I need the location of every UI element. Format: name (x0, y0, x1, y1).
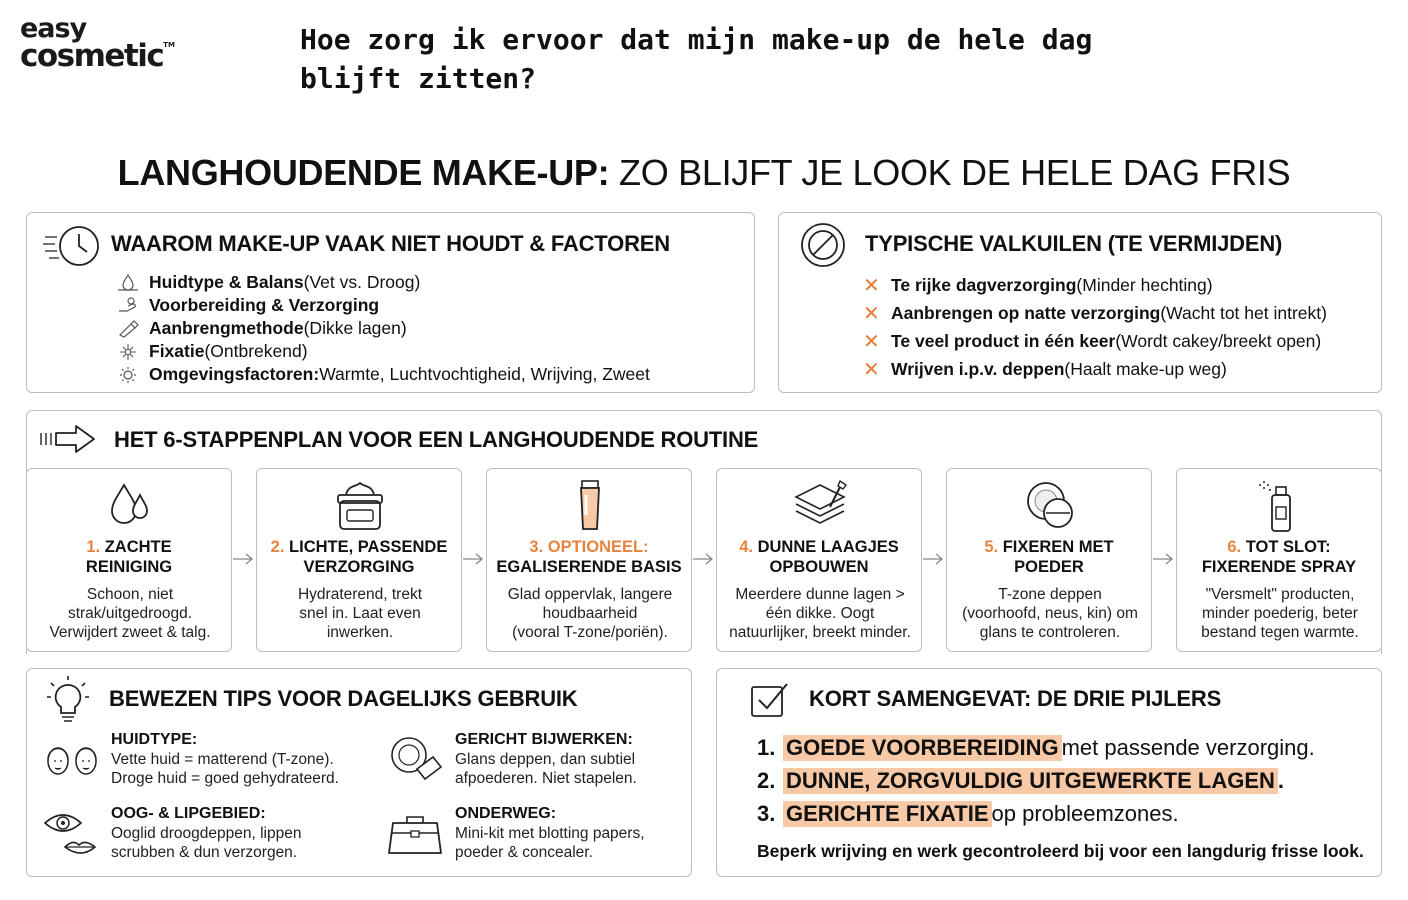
primer-tube-icon (560, 477, 620, 535)
step-card (486, 468, 692, 652)
tip-heading: GERICHT BIJWERKEN: (455, 731, 633, 748)
step-heading: 3. OPTIONEEL: EGALISERENDE BASIS (496, 538, 682, 576)
lightbulb-icon (45, 675, 91, 725)
tip-text: Mini-kit met blotting papers, poeder & concealer. (455, 825, 645, 861)
tip-heading: ONDERWEG: (455, 805, 557, 822)
list-item: Fixatie (Ontbrekend) (117, 340, 650, 363)
cross-icon: ✕ (863, 330, 880, 353)
sun-icon (117, 366, 139, 384)
tip-text: Vette huid = matterend (T-zone). Droge huid = goed gehydrateerd. (111, 751, 339, 787)
step-arrow-icon (462, 552, 484, 566)
arrow-right-icon (38, 422, 98, 456)
factors-list (117, 271, 650, 386)
logo-line-2: cosmetic™ (20, 37, 176, 74)
summary-panel (716, 668, 1382, 877)
step-heading: 2. LICHTE, PASSENDE VERZORGING (270, 538, 448, 576)
tips-title: BEWEZEN TIPS VOOR DAGELIJKS GEBRUIK (109, 686, 578, 711)
factors-panel (26, 212, 755, 393)
list-item: Voorbereiding & Verzorging (117, 294, 650, 317)
logo-line-1: easy (20, 13, 87, 44)
list-item: ✕ Aanbrengen op natte verzorging (Wacht tot het intrekt) (863, 302, 1327, 325)
step-arrow-icon (692, 552, 714, 566)
list-item: ✕ Te rijke dagverzorging (Minder hechting) (863, 274, 1213, 297)
step-card (26, 468, 232, 652)
highlight: GOEDE VOORBEREIDING (783, 735, 1062, 761)
compact-mirror-icon (387, 735, 443, 783)
list-item: Huidtype & Balans (Vet vs. Droog) (117, 271, 650, 294)
clock-icon (41, 221, 103, 271)
hand-care-icon (117, 297, 139, 315)
faces-icon (43, 737, 101, 781)
step-card (716, 468, 922, 652)
tip-heading: HUIDTYPE: (111, 731, 198, 748)
list-item: 1. GOEDE VOORBEREIDING met passende verzorging. (757, 734, 1315, 760)
pillars-list (757, 731, 1315, 830)
step-arrow-icon (922, 552, 944, 566)
step-arrow-icon (232, 552, 254, 566)
skin-drop-icon (117, 274, 139, 292)
powder-puff-icon (1020, 477, 1080, 535)
cross-icon: ✕ (863, 358, 880, 381)
pitfalls-list (863, 271, 1327, 383)
eye-lips-icon (43, 807, 101, 859)
tips-panel (26, 668, 692, 877)
checkbox-icon (749, 681, 791, 719)
pitfalls-title: TYPISCHE VALKUILEN (TE VERMIJDEN) (865, 231, 1283, 256)
page-question: Hoe zorg ik ervoor dat mijn make-up de hele dag blijft zitten? (300, 23, 1093, 95)
step-card (946, 468, 1152, 652)
prohibited-icon (799, 221, 847, 269)
summary-title: KORT SAMENGEVAT: DE DRIE PIJLERS (809, 686, 1222, 711)
cross-icon: ✕ (863, 302, 880, 325)
highlight: DUNNE, ZORGVULDIG UITGEWERKTE LAGEN (783, 768, 1278, 794)
list-item: ✕ Wrijven i.p.v. deppen (Haalt make-up weg) (863, 358, 1227, 381)
spray-bottle-icon (1250, 477, 1310, 535)
factors-title: WAAROM MAKE-UP VAAK NIET HOUDT & FACTOREN (111, 231, 670, 256)
water-drops-icon (100, 477, 160, 535)
tip-text: Glans deppen, dan subtiel afpoederen. Niet stapelen. (455, 751, 637, 787)
step-description: Schoon, niet strak/uitgedroogd. Verwijdert zweet & talg. (49, 586, 211, 641)
step-heading: 1. ZACHTE REINIGING (85, 538, 173, 576)
step-description: "Versmelt" producten, minder poederig, beter bestand tegen warmte. (1201, 586, 1359, 641)
step-card (1176, 468, 1382, 652)
highlight: GERICHTE FIXATIE (783, 801, 992, 827)
list-item: 3. GERICHTE FIXATIE op probleemzones. (757, 800, 1179, 826)
step-description: Glad oppervlak, langere houdbaarheid (vooral T-zone/poriën). (507, 586, 673, 641)
list-item: ✕ Te veel product in één keer (Wordt cakey/breekt open) (863, 330, 1322, 353)
cream-jar-icon (330, 477, 390, 535)
step-arrow-icon (1152, 552, 1174, 566)
tip-heading: OOG- & LIPGEBIED: (111, 805, 266, 822)
step-description: T-zone deppen (voorhoofd, neus, kin) om glans te controleren. (962, 586, 1138, 641)
list-item: Omgevingsfactoren: Warmte, Luchtvochtigheid, Wrijving, Zweet (117, 363, 650, 386)
pitfalls-panel (778, 212, 1382, 393)
layers-icon (790, 477, 850, 535)
list-item: Aanbrengmethode (Dikke lagen) (117, 317, 650, 340)
plan-title: HET 6-STAPPENPLAN VOOR EEN LANGHOUDENDE ROUTINE (114, 427, 759, 452)
step-heading: 6. TOT SLOT: FIXERENDE SPRAY (1201, 538, 1357, 576)
step-card (256, 468, 462, 652)
sparkle-icon (117, 343, 139, 361)
page-title: LANGHOUDENDE MAKE-UP: ZO BLIJFT JE LOOK DE HELE DAG FRIS (117, 152, 1291, 193)
summary-note: Beperk wrijving en werk gecontroleerd bij voor een langdurig frisse look. (757, 841, 1364, 861)
makeup-bag-icon (387, 811, 443, 857)
step-heading: 4. DUNNE LAAGJES OPBOUWEN (739, 538, 899, 576)
step-description: Hydraterend, trekt snel in. Laat even inwerken. (297, 586, 423, 641)
list-item: 2. DUNNE, ZORGVULDIG UITGEWERKTE LAGEN . (757, 767, 1285, 793)
step-description: Meerdere dunne lagen > één dikke. Oogt natuurlijker, breekt minder. (729, 586, 911, 641)
tip-text: Ooglid droogdeppen, lippen scrubben & dun verzorgen. (111, 825, 302, 861)
cross-icon: ✕ (863, 274, 880, 297)
brush-icon (117, 320, 139, 338)
brand-logo (20, 13, 190, 74)
step-heading: 5. FIXEREN MET POEDER (984, 538, 1114, 576)
